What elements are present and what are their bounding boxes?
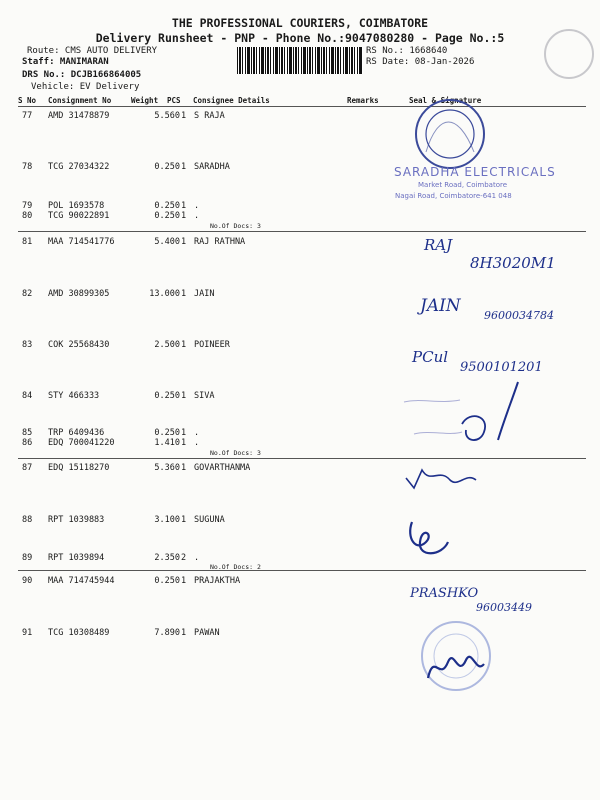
phone-handwritten: 9500101201 [460,360,543,375]
row-consignee: SARADHA [194,162,230,172]
row-weight: 2.350 [154,553,180,563]
row-sno: 87 [22,463,33,473]
runsheet-title: Delivery Runsheet - PNP - Phone No.:9047080280 - Page No.:5 [95,31,505,45]
drs-label: DRS No.: DCJB166864005 [22,70,142,80]
stamp-line-2: Market Road, Coimbatore [418,181,508,189]
row-pcs: 1 [181,211,187,221]
row-consignment: TCG 90022891 [48,211,110,221]
row-pcs: 1 [181,111,187,121]
row-consignment: EDQ 15118270 [48,463,110,473]
group-divider [18,231,586,232]
faint-stamp-corner [535,24,595,84]
col-weight: Weight [131,96,159,105]
signature-govarthanma [400,458,490,498]
row-consignment: AMD 31478879 [48,111,110,121]
row-sno: 78 [22,162,33,172]
stamp-line-3: Nagai Road, Coimbatore-641 048 [395,192,512,200]
signature-siva [400,380,540,450]
row-consignee: POINEER [194,340,230,350]
staff-label: Staff: MANIMARAN [22,57,109,67]
row-weight: 7.890 [154,628,180,638]
rs-number: RS No.: 1668640 [366,46,448,56]
row-consignment: COK 25568430 [48,340,110,350]
signature-raj: RAJ [424,236,453,254]
row-weight: 0.250 [154,162,180,172]
row-sno: 77 [22,111,33,121]
group-divider [18,458,586,459]
row-weight: 0.250 [154,211,180,221]
signature-prajaktha: PRASHKO [410,586,479,601]
row-sno: 91 [22,628,33,638]
col-pcs: PCS [167,96,181,105]
row-consignee: PAWAN [194,628,220,638]
docs-count: No.Of Docs: 3 [210,449,261,457]
row-sno: 86 [22,438,33,448]
signature-suguna [402,512,462,566]
row-consignee: SIVA [194,391,215,401]
row-sno: 79 [22,201,33,211]
col-consignment: Consignment No [48,96,112,105]
row-pcs: 1 [181,391,187,401]
barcode [237,47,363,74]
row-consignment: RPT 1039894 [48,553,105,563]
row-pcs: 1 [181,162,187,172]
col-sno: S No [18,96,37,105]
row-consignee: SUGUNA [194,515,225,525]
row-consignee: S RAJA [194,111,225,121]
signature-jain: JAIN [420,296,461,316]
row-sno: 89 [22,553,33,563]
row-consignee: . [194,201,200,211]
stamp-line-1: SARADHA ELECTRICALS [394,165,556,179]
row-consignment: TRP 6409436 [48,428,105,438]
route-label: Route: CMS AUTO DELIVERY [27,46,158,56]
col-remarks: Remarks [347,96,379,105]
row-consignment: TCG 10308489 [48,628,110,638]
row-sno: 81 [22,237,33,247]
row-sno: 83 [22,340,33,350]
row-pcs: 1 [181,438,187,448]
row-pcs: 1 [181,237,187,247]
docs-count: No.Of Docs: 2 [210,563,261,571]
row-sno: 80 [22,211,33,221]
group-divider [18,570,586,571]
row-weight: 2.500 [154,340,180,350]
row-pcs: 1 [181,463,187,473]
row-consignment: TCG 27034322 [48,162,110,172]
row-consignment: POL 1693578 [48,201,105,211]
row-consignee: PRAJAKTHA [194,576,241,586]
row-sno: 90 [22,576,33,586]
row-consignment: MAA 714745944 [48,576,115,586]
row-weight: 0.250 [154,428,180,438]
row-sno: 82 [22,289,33,299]
row-pcs: 1 [181,515,187,525]
row-pcs: 2 [181,553,187,563]
row-consignee: JAIN [194,289,215,299]
row-weight: 5.360 [154,463,180,473]
row-weight: 0.250 [154,201,180,211]
row-pcs: 1 [181,628,187,638]
row-sno: 85 [22,428,33,438]
row-weight: 5.560 [154,111,180,121]
row-consignment: RPT 1039883 [48,515,105,525]
row-weight: 5.400 [154,237,180,247]
row-consignment: MAA 714541776 [48,237,115,247]
docs-count: No.Of Docs: 3 [210,222,261,230]
row-consignment: STY 466333 [48,391,100,401]
row-pcs: 1 [181,428,187,438]
row-weight: 0.250 [154,576,180,586]
phone-handwritten: 9600034784 [484,309,554,322]
seal-stamp-top [398,92,508,172]
row-sno: 84 [22,391,33,401]
row-consignment: EDQ 700041220 [48,438,115,448]
row-pcs: 1 [181,576,187,586]
row-consignee: RAJ RATHNA [194,237,246,247]
row-consignee: . [194,438,200,448]
rs-date: RS Date: 08-Jan-2026 [366,57,475,67]
row-consignee: . [194,428,200,438]
row-consignment: AMD 30899305 [48,289,110,299]
row-pcs: 1 [181,201,187,211]
phone-handwritten: 96003449 [476,601,532,614]
row-weight: 3.100 [154,515,180,525]
row-pcs: 1 [181,289,187,299]
row-weight: 1.410 [154,438,180,448]
phone-handwritten: 8H3020M1 [470,254,556,272]
row-consignee: . [194,553,200,563]
vehicle-label: Vehicle: EV Delivery [31,82,140,92]
row-consignee: . [194,211,200,221]
seal-stamp-bottom [410,618,500,704]
row-pcs: 1 [181,340,187,350]
row-weight: 13.000 [149,289,180,299]
col-consignee: Consignee Details [193,96,270,105]
row-weight: 0.250 [154,391,180,401]
company-title: THE PROFESSIONAL COURIERS, COIMBATORE [171,16,429,30]
row-sno: 88 [22,515,33,525]
col-seal: Seal & Signature [409,96,482,105]
signature-poineer: PCul [412,348,449,366]
row-consignee: GOVARTHANMA [194,463,251,473]
